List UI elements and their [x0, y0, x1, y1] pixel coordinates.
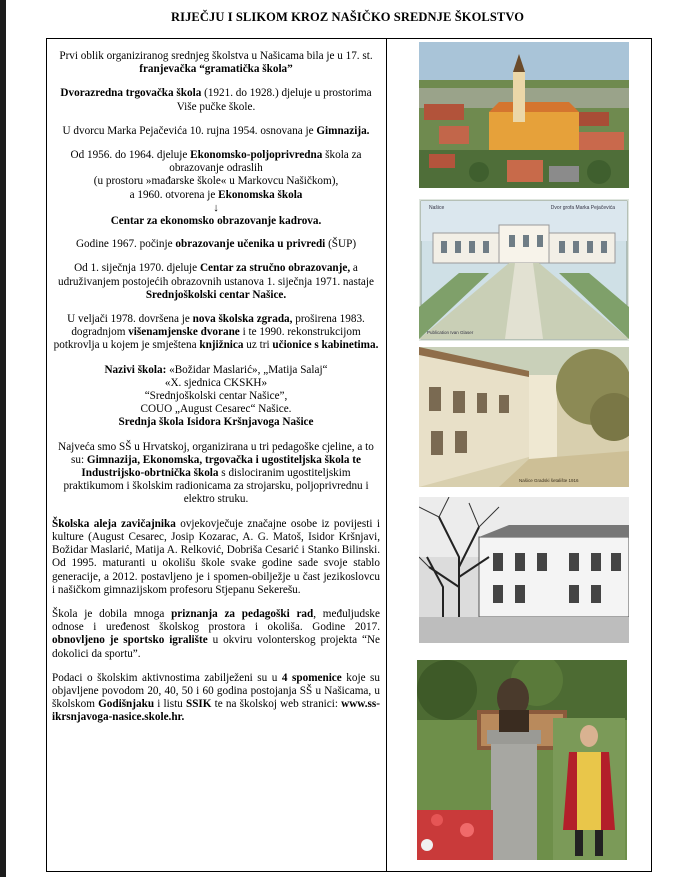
- text-column: [52, 50, 380, 736]
- postcard-caption-bottom: Publication Ivan Glaser: [427, 330, 474, 335]
- column-divider: [386, 38, 387, 872]
- para-gymnasium: U dvorcu Marka Pejačevića 10. rujna 1954. osnovana je Gimnazija.: [62, 124, 370, 137]
- down-arrow-icon: ↓: [213, 201, 219, 214]
- postcard-caption-left: Našice: [429, 205, 445, 211]
- para-awards: Škola je dobila mnoga priznanja za pedagoški rad, međuljudske odnose i uređenost školskog prostora i okoliša. Godine 2017. obnovljeno je sportsko igralište u okviru volonterskog projekta “Ne dokolici da sportu”.: [52, 607, 380, 660]
- para-alley: Školska aleja zavičajnika ovjekovječuje značajne osobe iz povijesti i kulture (August Cesarec, Josip Kozarac, A. G. Matoš, Isidor Kršnjavi, Božidar Maslarić, Matija A. Relković, Dobriša Cesarić i Stanko Bilinski. Od 1995. maturanti u okolišu škole svake godine sade svoje stablo generacije, a 2012. postavljeno je i spomen-obilježje u čast jezikoslovcu i našičkom gimnazijskom profesoru Stjepanu Sekerešu.: [52, 517, 380, 596]
- para-economics: Od 1956. do 1964. djeluje Ekonomsko-poljoprivredna škola za obrazovanje odraslih (u prostoru »mađarske škole« u Markovcu Našičkom), a 1960. otvorena je Ekonomska škola ↓ Centar za ekonomsko obrazovanje kadrova.: [70, 149, 362, 228]
- photo-old-street: [419, 347, 629, 487]
- page-edge: [0, 0, 6, 877]
- photo-monument-bust: [417, 660, 627, 860]
- document-title: RIJEČJU I SLIKOM KROZ NAŠIČKO SREDNJE ŠKOLSTVO: [170, 10, 525, 24]
- postcard-caption-right: Dvor grofa Marka Pejačevića: [550, 205, 615, 211]
- photo-manor-postcard: [419, 199, 629, 341]
- para-school-names: Nazivi škola: «Božidar Maslarić», „Matija Salaj“ «X. sjednica CKSKH» “Srednjoškolski centar Našice”, COUO „August Cesarec“ Našice. Srednja škola Isidora Kršnjavoga Našice: [104, 363, 328, 429]
- para-largest-school: Najveća smo SŠ u Hrvatskoj, organizirana u tri pedagoške cjeline, a to su: Gimnazija, Ekonomska, trgovačka i ugostiteljska škola te Industrijsko-obrtnička škola s dislociranim ugostiteljskim praktikumom i školskim radionicama za strojarsku, poljoprivrednu i elektro struku.: [58, 440, 374, 506]
- para-trade-school: Dvorazredna trgovačka škola (1921. do 1928.) djeluje u prostorima Više pučke škole.: [60, 87, 372, 113]
- para-records: Podaci o školskim aktivnostima zabilježeni su u 4 spomenice koje su objavljene povodom 20, 40, 50 i 60 godina postojanja SŠ u Našicama, u školskom Godišnjaku i listu SSIK te na školskoj web stranici: www.ss-ikrsnjavoga-nasice.skole.hr.: [52, 671, 381, 724]
- street-caption: Našice Gradski šetalište 1916: [519, 478, 579, 483]
- para-new-building: U veljači 1978. dovršena je nova školska zgrada, proširena 1983. dogradnjom višenamjenske dvorane i te 1990. rekonstrukcijom potkrovlja u kojem je smještena knjižnica uz tri učionice s kabinetima.: [53, 313, 379, 352]
- para-centre: Od 1. siječnja 1970. djeluje Centar za stručno obrazovanje, a udruživanjem postojećih obrazovnih ustanova 1. siječnja 1971. nastaje Srednjoškolski centar Našice.: [58, 262, 374, 301]
- photo-town-aerial: [419, 42, 629, 188]
- para-franciscan-school: Prvi oblik organiziranog srednjeg školstva u Našicama bila je u 17. st. franjevačka “gramatička škola”: [59, 50, 373, 76]
- para-sup: Godine 1967. počinje obrazovanje učenika u privredi (ŠUP): [75, 238, 357, 251]
- photo-school-building-bw: [419, 497, 629, 643]
